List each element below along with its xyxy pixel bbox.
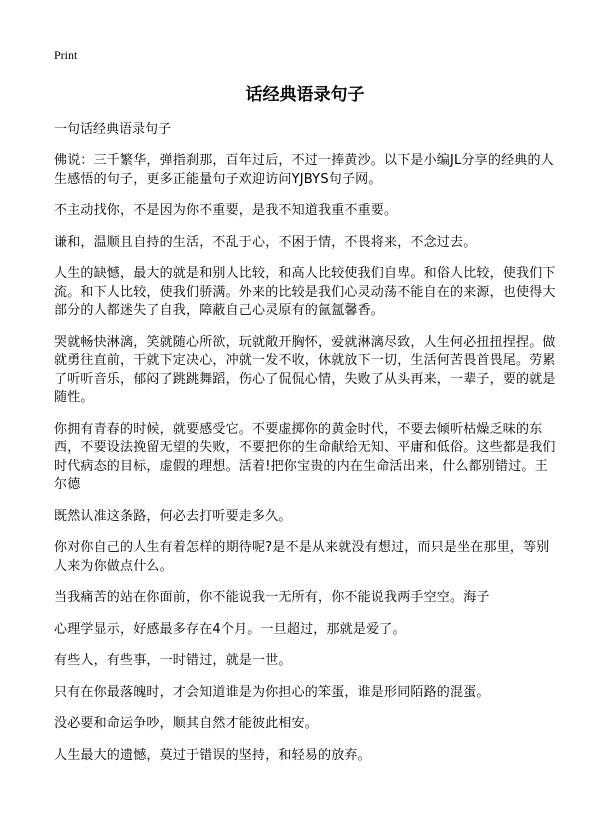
print-link[interactable]: Print — [54, 48, 78, 62]
paragraph: 人生的缺憾，最大的就是和别人比较，和高人比较使我们自卑。和俗人比较，使我们下流。和下人比较，使我们骄满。外来的比较是我们心灵动荡不能自在的来源，也使得大部分的人都迷失了自我，障蔽自己心灵原有的氤氲馨香。 — [54, 266, 556, 318]
paragraph: 当我痛苦的站在你面前，你不能说我一无所有，你不能说我两手空空。海子 — [54, 590, 490, 605]
paragraph-intro: 佛说：三千繁华，弹指刹那，百年过后，不过一捧黄沙。以下是小编JL分享的经典的人生感悟的句子，更多正能量句子欢迎访问YJBYS句子网。 — [54, 153, 554, 187]
paragraph: 哭就畅快淋漓，笑就随心所欲，玩就敞开胸怀，爱就淋漓尽致，人生何必扭扭捏捏。做就勇往直前，干就下定决心，冲就一发不收，休就放下一切，生活何苦畏首畏尾。劳累了听听音乐，郁闷了跳跳舞蹈，伤心了侃侃心情，失败了从头再来，一辈子，要的就是随性。 — [54, 334, 556, 405]
paragraph: 既然认准这条路，何必去打听要走多久。 — [54, 508, 292, 524]
paragraph: 你对你自己的人生有着怎样的期待呢?是不是从来就没有想过，而只是坐在那里，等别人来为你做点什么。 — [54, 540, 550, 574]
paragraph: 没必要和命运争吵，顺其自然才能彼此相安。 — [54, 716, 319, 731]
paragraph: 谦和，温顺且自持的生活，不乱于心，不困于情，不畏将来，不念过去。 — [54, 234, 477, 250]
article-body — [54, 152, 556, 765]
page-title: 话经典语录句子 — [245, 85, 365, 105]
paragraph: 心理学显示，好感最多存在4个月。一旦超过，那就是爱了。 — [54, 621, 406, 637]
paragraph: 你拥有青春的时候，就要感受它。不要虚掷你的黄金时代，不要去倾听枯燥乏味的东西，不要设法挽留无望的失败，不要把你的生命献给无知、平庸和低俗。这些都是我们时代病态的目标，虚假的理想。活着!把你宝贵的内在生命活出来，什么都别错过。王尔德 — [54, 421, 556, 492]
subtitle: 一句话经典语录句子 — [54, 122, 172, 137]
paragraph: 只有在你最落魄时，才会知道谁是为你担心的笨蛋，谁是形同陌路的混蛋。 — [54, 684, 490, 700]
paragraph: 不主动找你，不是因为你不重要，是我不知道我重不重要。 — [54, 203, 398, 218]
paragraph: 有些人，有些事，一时错过，就是一世。 — [54, 653, 292, 668]
paragraph: 人生最大的遗憾，莫过于错误的坚持，和轻易的放弃。 — [54, 747, 371, 763]
